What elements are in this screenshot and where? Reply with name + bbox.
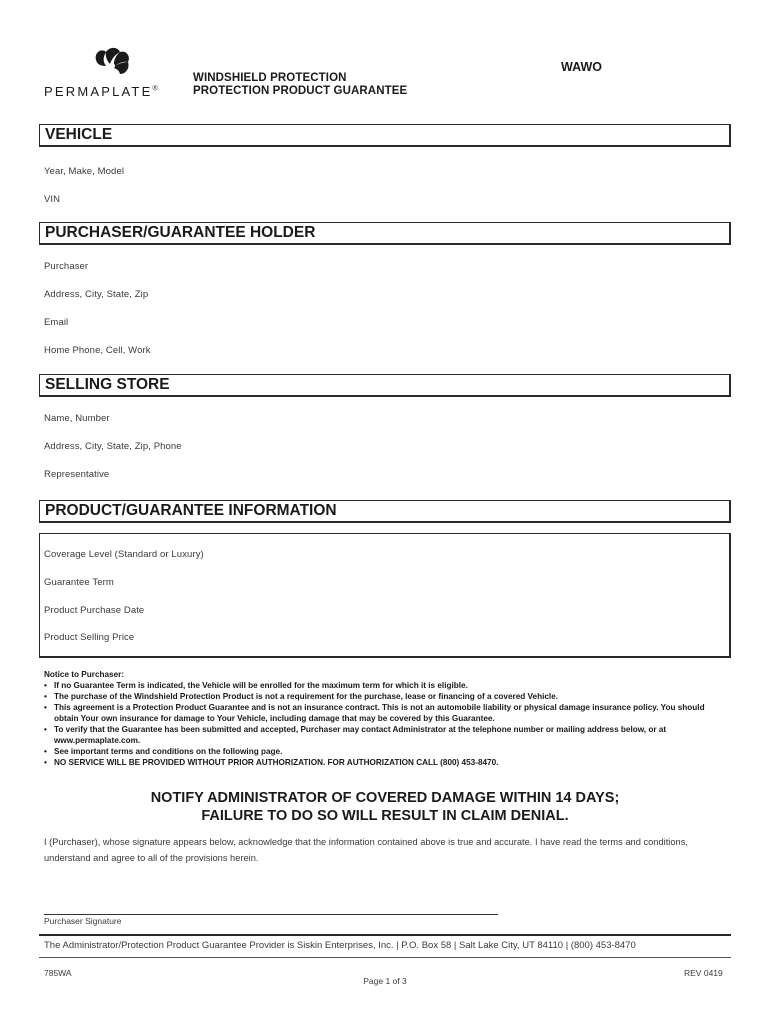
field-year-make-model[interactable]: Year, Make, Model (44, 166, 125, 177)
warning-line-1: NOTIFY ADMINISTRATOR OF COVERED DAMAGE WITHIN 14 DAYS; (150, 790, 620, 806)
field-store-address[interactable]: Address, City, State, Zip, Phone (44, 441, 182, 452)
field-phone[interactable]: Home Phone, Cell, Work (44, 345, 151, 356)
logo-text: PERMAPLATE (44, 84, 153, 99)
logo-wordmark (44, 84, 158, 99)
footer-divider-thin (39, 957, 731, 958)
signature-line[interactable] (44, 914, 498, 915)
permaplate-logo (44, 46, 184, 102)
revision-code: REV 0419 (684, 968, 723, 978)
section-header-vehicle: VEHICLE (39, 124, 731, 147)
form-code: WAWO (561, 60, 602, 74)
page-number: Page 1 of 3 (363, 976, 407, 986)
footer-divider (39, 934, 731, 936)
document-title (193, 72, 407, 98)
notice-to-purchaser (44, 669, 724, 768)
notice-title: Notice to Purchaser: (44, 670, 125, 679)
feather-swirl-icon (92, 46, 132, 80)
field-vin[interactable]: VIN (44, 194, 61, 205)
field-selling-price[interactable]: Product Selling Price (44, 632, 135, 643)
acknowledgement-text: I (Purchaser), whose signature appears below, acknowledge that the information contained above is true and accurate. I have read the terms and conditions, understand and agree to all of the provisions herein. (44, 837, 688, 863)
notice-item: • This agreement is a Protection Product Guarantee and is not an insurance contract. This is not an automobile liability or physical damage insurance policy. You should obtain Your own insurance for damage to Your Vehicle, including damage that may be covered by this Guarantee. (44, 702, 724, 724)
registered-mark: ® (152, 85, 158, 93)
field-guarantee-term[interactable]: Guarantee Term (44, 577, 114, 588)
notice-item: • If no Guarantee Term is indicated, the Vehicle will be enrolled for the maximum term for which it is eligible. (44, 680, 724, 691)
warning-line-2: FAILURE TO DO SO WILL RESULT IN CLAIM DENIAL. (201, 808, 569, 824)
section-header-selling-store: SELLING STORE (39, 374, 731, 397)
field-coverage-level[interactable]: Coverage Level (Standard or Luxury) (44, 549, 204, 560)
section-header-product: PRODUCT/GUARANTEE INFORMATION (39, 500, 731, 523)
notice-item: • See important terms and conditions on the following page. (44, 746, 724, 757)
notice-item: • The purchase of the Windshield Protection Product is not a requirement for the purchase, lease or financing of a covered Vehicle. (44, 691, 724, 702)
signature-label: Purchaser Signature (44, 916, 122, 926)
field-purchase-date[interactable]: Product Purchase Date (44, 605, 145, 616)
section-header-purchaser: PURCHASER/GUARANTEE HOLDER (39, 222, 731, 245)
field-store-name-number[interactable]: Name, Number (44, 413, 110, 424)
administrator-info: The Administrator/Protection Product Guarantee Provider is Siskin Enterprises, Inc. | P.O. Box 58 | Salt Lake City, UT 84110 | (800) 453-8470 (44, 940, 636, 951)
claim-warning (0, 789, 770, 825)
notice-item: • NO SERVICE WILL BE PROVIDED WITHOUT PRIOR AUTHORIZATION. FOR AUTHORIZATION CALL (800) 453-8470. (44, 757, 724, 768)
form-number: 785WA (44, 968, 72, 978)
title-line-2: PROTECTION PRODUCT GUARANTEE (193, 85, 408, 97)
field-representative[interactable]: Representative (44, 469, 110, 480)
title-line-1: WINDSHIELD PROTECTION (193, 72, 347, 84)
field-purchaser[interactable]: Purchaser (44, 261, 89, 272)
field-email[interactable]: Email (44, 317, 69, 328)
notice-item: • To verify that the Guarantee has been submitted and accepted, Purchaser may contact Administrator at the telephone number or mailing address below, or at www.permaplate.com. (44, 724, 724, 746)
notice-list (44, 680, 724, 768)
field-purchaser-address[interactable]: Address, City, State, Zip (44, 289, 149, 300)
